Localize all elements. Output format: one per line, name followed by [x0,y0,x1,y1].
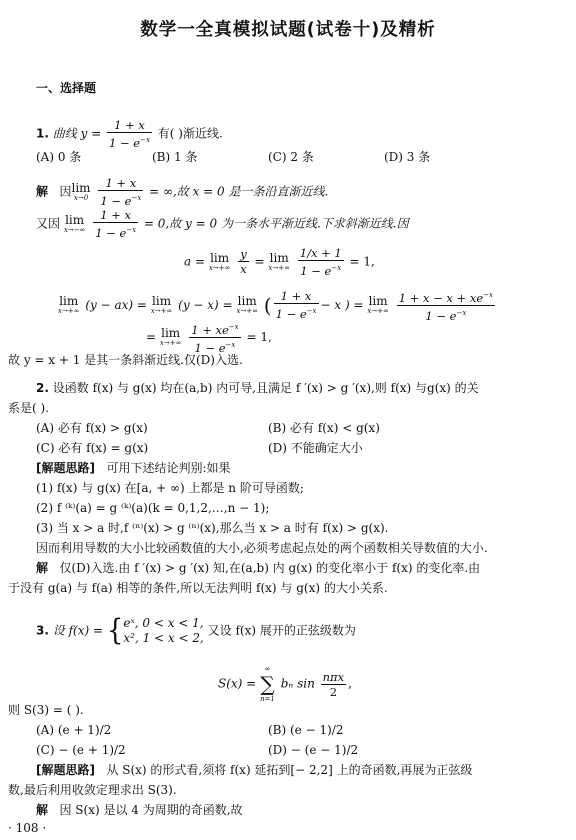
q2-hint-item3: (3) 当 x > a 时,f ⁽ⁿ⁾(x) > g ⁽ⁿ⁾(x),那么当 x > a 时有 f(x) > g(x). [36,521,389,535]
q3-option-b: (B) (e − 1)/2 [268,723,344,737]
q1-sol2-lim [64,214,86,234]
frac-den: 1 − e [194,340,226,355]
frac-den: 1 − e [100,193,132,208]
q3-case2: x², 1 < x < 2, [123,631,204,645]
frac-den: 1 − e [275,307,307,322]
brace-symbol: { [106,614,124,648]
q2-hint [36,460,230,476]
q1-equation-b [58,288,497,323]
q1-equation-c [146,320,272,355]
eq-c-post: = 1, [246,329,272,344]
q3-stem [36,616,356,646]
frac-num: y [240,247,247,262]
frac-num: 1/x + 1 [299,246,342,260]
q3-case1: eˣ, 0 < x < 1, [123,616,204,630]
q3-hint-label: [解题思路] [36,763,95,777]
q1-sol2-pre: 又因 [36,216,61,231]
q2-option-d: (D) 不能确定大小 [268,441,363,455]
q3-solution [36,802,243,818]
lim-text: lim [237,294,257,309]
q2-hint-item1: (1) f(x) 与 g(x) 在[a, + ∞) 上都是 n 阶可导函数; [36,481,304,495]
q2-solution-line2: 于没有 g(a) 与 f(a) 相等的条件,所以无法判明 f(x) 与 g(x) 的大小关系. [8,581,388,595]
section-heading: 一、选择题 [36,81,97,95]
lim-sub: x→+∞ [208,263,231,272]
q3-series [218,664,352,704]
eq-b-term1: (y − ax) = [85,297,147,312]
frac-num: nπx [322,669,345,684]
q3-hint [36,762,472,778]
frac-den: x [240,262,247,277]
q2-option-a: (A) 必有 f(x) > g(x) [36,421,148,435]
eq-a-frac1 [238,247,249,276]
eq-b-frac4 [397,288,495,323]
eq-b-open-paren: ( [263,293,272,318]
q1-solution-line1 [36,176,328,208]
frac-den: 1 − e [95,225,127,240]
frac-den: 2 [329,684,338,699]
series-pre: S(x) = [218,676,257,691]
lim-sub: x→+∞ [268,263,290,272]
eq-a-lim [209,252,231,272]
eq-b-lim1 [58,295,80,315]
q1-conclusion: 故 y = x + 1 是其一条斜渐近线.仅(D)入选. [8,353,243,367]
eq-c-lim [160,327,182,347]
q2-hint-label: [解题思路] [36,461,95,475]
sum-bottom: n=1 [260,695,275,703]
q3-hint-line2: 数,最后利用收敛定理求出 S(3). [8,783,177,797]
lim-text: lim [65,212,85,227]
frac-den-sup: −x [131,194,142,202]
q1-sol2-frac [93,208,138,240]
q2-sol1: 仅(D)入选.由 f ′(x) > g ′(x) 知,在(a,b) 内 g(x) 的变化率小于 f(x) 的变化率.由 [59,561,481,575]
lim-text: lim [161,326,181,341]
q2-hint-item2: (2) f ⁽ᵏ⁾(a) = g ⁽ᵏ⁾(a)(k = 0,1,2,…,n − 1); [36,501,270,515]
page-number: · 108 · [8,821,47,835]
q1-frac-num: 1 + x [107,118,152,133]
q1-number: 1. [36,126,49,141]
lim-text: lim [368,294,388,309]
frac-num: 1 + x − x + xe [398,290,484,305]
frac-den-sup: −x [456,308,467,317]
frac-num: 1 + x [98,176,143,191]
eq-b-term2: (y − x) = [178,297,233,312]
q2-stem-line1 [36,380,479,396]
q2-option-b: (B) 必有 f(x) < g(x) [268,421,380,435]
eq-b-lim4 [367,295,389,315]
q3-option-c: (C) − (e + 1)/2 [36,743,126,757]
lim-text: lim [210,250,230,265]
lim-sub: x→+∞ [367,307,389,316]
q1-solution-label: 解 [36,184,49,199]
q1-equation-a [184,246,375,278]
q3-solution-label: 解 [36,803,49,817]
lim-text: lim [269,250,289,265]
page-title: 数学一全真模拟试题(试卷十)及精析 [140,20,436,40]
lim-sub: x→−∞ [63,225,86,234]
q1-sol2-post: = 0,故 y = 0 为一条水平渐近线.下求斜渐近线.因 [143,216,409,231]
eq-b-close: − x ) [320,297,350,312]
q1-solution-line2 [36,208,409,240]
lim-sub: x→+∞ [159,339,182,348]
lim-text: lim [71,180,91,195]
eq-b-frac3 [274,289,319,321]
eq-a-mid: = [254,254,265,269]
eq-a-lim2 [268,252,290,272]
q3-cases [123,616,203,646]
series-term: bₙ sin [280,676,315,691]
frac-den-sup: −x [306,307,317,316]
q3-post: 又设 f(x) 展开的正弦级数为 [207,623,356,638]
q1-sol1-pre: 因 [59,184,72,199]
q1-stem [36,118,223,150]
q1-fraction [107,118,152,150]
sum-top: ∞ [264,665,271,673]
q1-sol1-lim [71,182,90,202]
q1-frac-den-sup: −x [140,136,150,144]
q2-number: 2. [36,381,49,395]
q3-sol1: 因 S(x) 是以 4 为周期的奇函数,故 [59,803,243,817]
q2-solution-line1 [36,560,480,576]
q2-hint-text: 可用下述结论判别:如果 [106,461,231,475]
q2-hint-summary: 因而利用导数的大小比较函数值的大小,必须考虑起点处的两个函数相关导数值的大小. [36,541,488,555]
lim-sub: x→0 [73,193,89,202]
q1-option-c: (C) 2 条 [268,150,314,164]
lim-text: lim [152,294,172,309]
lim-sub: x→+∞ [236,307,258,316]
q2-solution-label: 解 [36,561,49,575]
frac-den-sup: −x [225,340,236,349]
lim-sub: x→+∞ [150,307,173,316]
q3-option-d: (D) − (e − 1)/2 [268,743,359,757]
q2-option-c: (C) 必有 f(x) = g(x) [36,441,149,455]
q3-hint1: 从 S(x) 的形式看,须将 f(x) 延拓到[− 2,2] 上的奇函数,再展为正弦级 [106,763,473,777]
q3-question: 则 S(3) = ( ). [8,703,84,717]
q3-number: 3. [36,623,49,638]
q2-stem1: 设函数 f(x) 与 g(x) 均在(a,b) 内可导,且满足 f ′(x) > g ′(x),则 f(x) 与g(x) 的关 [52,381,479,395]
q3-option-a: (A) (e + 1)/2 [36,723,112,737]
eq-a-post: = 1, [349,254,375,269]
eq-b-lim3 [236,295,258,315]
q1-sol1-post: = ∞,故 x = 0 是一条沿直渐近线. [149,184,329,199]
series-post: , [348,676,352,691]
eq-c-pre: = [146,329,157,344]
eq-a-frac2 [298,246,344,278]
eq-a-pre: a = [184,254,206,269]
q1-stem-pre: 曲线 y = [52,126,102,141]
frac-num: 1 + xe [191,322,229,337]
eq-b-lim2 [151,295,173,315]
q1-option-d: (D) 3 条 [384,150,431,164]
q1-sol1-frac [98,176,143,208]
frac-den-sup: −x [331,264,342,272]
frac-den: 1 − e [300,263,332,278]
q2-stem-line2: 系是( ). [8,401,49,415]
frac-num-sup: −x [228,323,239,331]
q1-frac-den: 1 − e [109,135,141,150]
q1-stem-post: 有( )渐近线. [157,126,223,141]
lim-sub: x→+∞ [58,307,80,316]
frac-num-sup: −x [483,291,493,299]
q1-option-a: (A) 0 条 [36,150,82,164]
lim-text: lim [59,294,79,309]
q1-option-b: (B) 1 条 [152,150,198,164]
frac-den-sup: −x [126,226,137,234]
q3-pre: 设 f(x) = [52,623,104,638]
frac-num: 1 + x [274,289,319,304]
sum-symbol: ∞ ∑ n=1 [260,665,275,703]
series-frac [321,670,346,699]
eq-c-frac [189,320,240,355]
frac-num: 1 + x [93,208,138,223]
eq-b-eq: = [353,297,364,312]
frac-den: 1 − e [425,308,457,323]
